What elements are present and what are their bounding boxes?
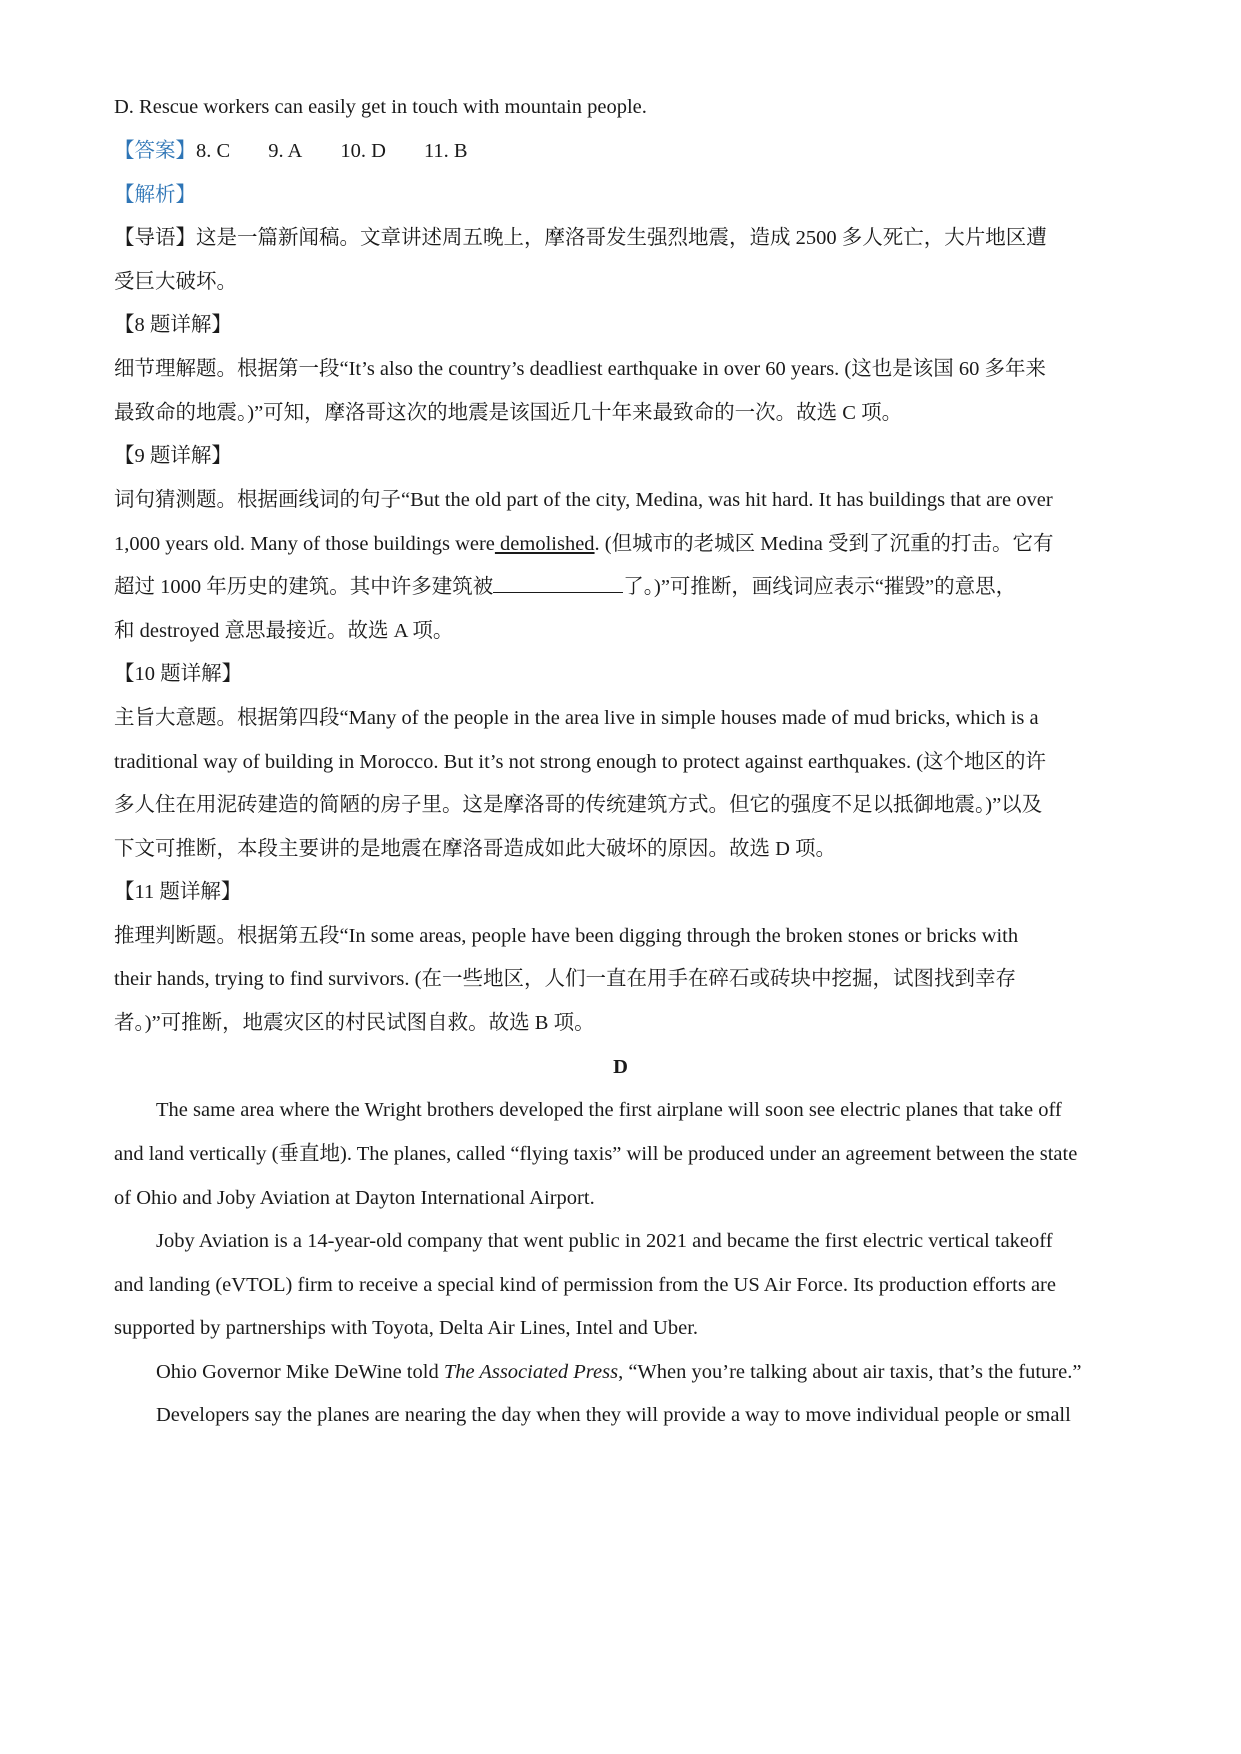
q11-line-2: their hands, trying to find survivors. (在一些地区，人们一直在用手在碎石或砖块中挖掘，试图找到幸存: [114, 968, 1016, 990]
q8-heading: 【8 题详解】: [114, 314, 232, 336]
passage-p2-line-2: and landing (eVTOL) firm to receive a special kind of permission from the US Air Force. Its production efforts are: [114, 1274, 1056, 1296]
passage-p4-line-1: Developers say the planes are nearing the day when they will provide a way to move individual people or small: [156, 1404, 1071, 1426]
answer-q11: 11. B: [423, 140, 468, 162]
q9-line-1: 词句猜测题。根据画线词的句子“But the old part of the city, Medina, was hit hard. It has buildings that are over: [114, 489, 1053, 511]
underlined-word: demolished: [494, 533, 595, 555]
q9-line-4: 和 destroyed 意思最接近。故选 A 项。: [114, 620, 454, 642]
intro-line-1: 【导语】这是一篇新闻稿。文章讲述周五晚上，摩洛哥发生强烈地震，造成 2500 多人死亡，大片地区遭: [114, 227, 1047, 249]
q9-line-2-pre: 1,000 years old. Many of those buildings were: [114, 533, 495, 555]
q9-line-3-pre: 超过 1000 年历史的建筑。其中许多建筑被: [114, 576, 494, 598]
q9-line-2: [114, 529, 1134, 559]
q10-line-4: 下文可推断，本段主要讲的是地震在摩洛哥造成如此大破坏的原因。故选 D 项。: [114, 838, 837, 860]
passage-p3-post: , “When you’re talking about air taxis, that’s the future.”: [618, 1361, 1082, 1383]
q11-heading: 【11 题详解】: [114, 881, 242, 903]
answer-q9: 9. A: [268, 140, 303, 162]
q10-heading: 【10 题详解】: [114, 663, 243, 685]
intro-line-2: 受巨大破坏。: [114, 271, 237, 293]
passage-p2-line-3: supported by partnerships with Toyota, Delta Air Lines, Intel and Uber.: [114, 1317, 699, 1339]
passage-p1-line-2: and land vertically (垂直地). The planes, called “flying taxis” will be produced under an agreement between the state: [114, 1143, 1078, 1165]
q9-line-3: [114, 572, 1134, 602]
passage-p1-line-3: of Ohio and Joby Aviation at Dayton International Airport.: [114, 1187, 595, 1209]
passage-p3: [156, 1357, 1136, 1387]
q11-line-3: 者。)”可推断，地震灾区的村民试图自救。故选 B 项。: [114, 1012, 595, 1034]
publication-name: The Associated Press: [443, 1361, 619, 1383]
q11-line-1: 推理判断题。根据第五段“In some areas, people have been digging through the broken stones or bricks with: [114, 925, 1019, 947]
q10-line-3: 多人住在用泥砖建造的简陋的房子里。这是摩洛哥的传统建筑方式。但它的强度不足以抵御地震。)”以及: [114, 794, 1043, 816]
q8-line-1: 细节理解题。根据第一段“It’s also the country’s deadliest earthquake in over 60 years. (这也是该国 60 多年来: [114, 358, 1047, 380]
answer-q10: 10. D: [340, 140, 386, 162]
q10-line-1: 主旨大意题。根据第四段“Many of the people in the area live in simple houses made of mud bricks, which is a: [114, 707, 1039, 729]
q10-line-2: traditional way of building in Morocco. But it’s not strong enough to protect against earthquakes. (这个地区的许: [114, 751, 1047, 773]
q9-line-2-post: . (但城市的老城区 Medina 受到了沉重的打击。它有: [594, 533, 1054, 555]
answer-q8: 8. C: [196, 140, 231, 162]
answer-label: 【答案】: [114, 140, 196, 162]
answer-line: [114, 136, 1134, 166]
analysis-label: 【解析】: [114, 184, 196, 206]
section-title: D: [613, 1056, 628, 1078]
passage-p2-line-1: Joby Aviation is a 14-year-old company that went public in 2021 and became the first electric vertical takeoff: [156, 1230, 1053, 1252]
passage-p3-pre: Ohio Governor Mike DeWine told: [156, 1361, 444, 1383]
q9-line-3-post: 了。)”可推断，画线词应表示“摧毁”的意思，: [623, 576, 1017, 598]
passage-p1-line-1: The same area where the Wright brothers developed the first airplane will soon see electric planes that take off: [156, 1099, 1062, 1121]
q9-heading: 【9 题详解】: [114, 445, 232, 467]
q8-line-2: 最致命的地震。)”可知，摩洛哥这次的地震是该国近几十年来最致命的一次。故选 C 项。: [114, 402, 903, 424]
option-d: D. Rescue workers can easily get in touch with mountain people.: [114, 96, 647, 118]
fill-blank: [493, 572, 623, 593]
